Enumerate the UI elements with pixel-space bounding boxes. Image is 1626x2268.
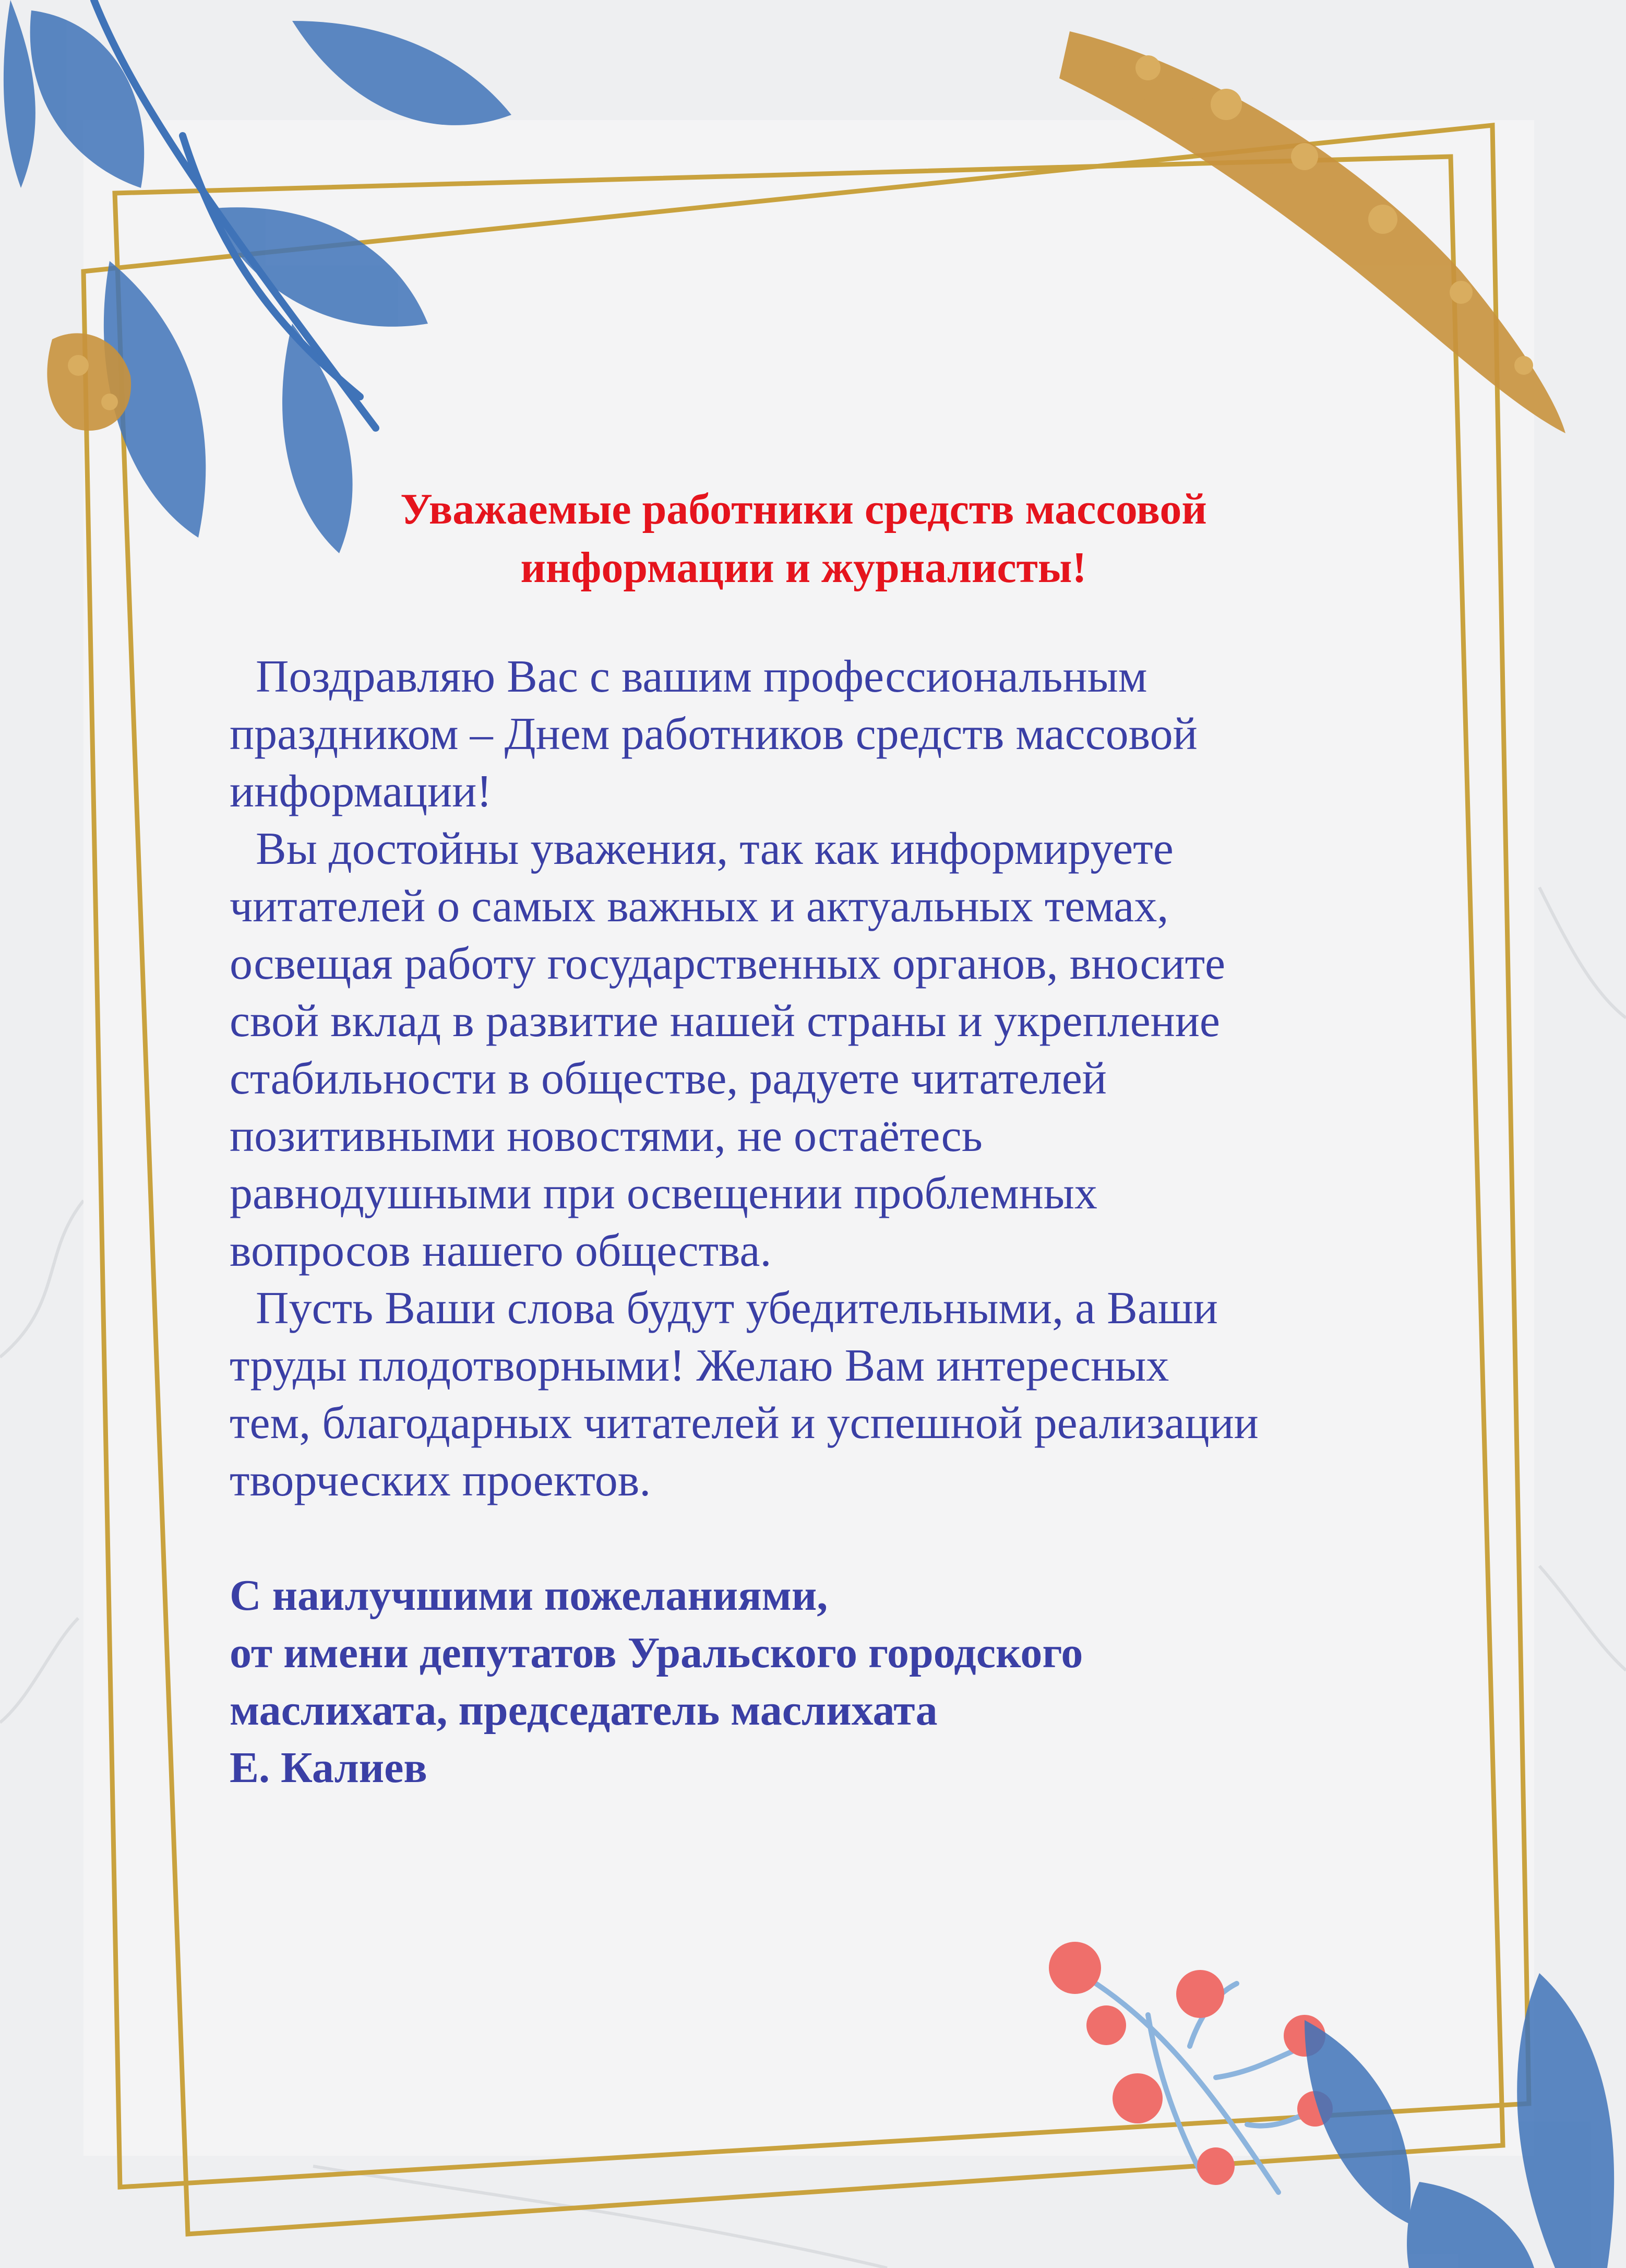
title-line: Уважаемые работники средств массовой bbox=[400, 485, 1207, 533]
paragraph-respect bbox=[230, 821, 1378, 1280]
body-line: Пусть Ваши слова будут убедительными, а Ваши bbox=[256, 1283, 1218, 1334]
body-line: вопросов нашего общества. bbox=[230, 1226, 772, 1276]
letter-body bbox=[230, 648, 1378, 1510]
signature-line: от имени депутатов Уральского городского bbox=[230, 1629, 1083, 1677]
body-line: праздником – Днем работников средств массовой bbox=[230, 709, 1198, 759]
signature-line: маслихата, председатель маслихата bbox=[230, 1686, 938, 1735]
body-line: труды плодотворными! Желаю Вам интересных bbox=[230, 1340, 1169, 1391]
signature-line: С наилучшими пожеланиями, bbox=[230, 1571, 828, 1620]
body-line: свой вклад в развитие нашей страны и укрепление bbox=[230, 996, 1220, 1047]
title-line: информации и журналисты! bbox=[520, 543, 1087, 592]
body-line: позитивными новостями, не остаётесь bbox=[230, 1111, 983, 1161]
signature-block bbox=[230, 1567, 1378, 1797]
body-line: равнодушными при освещении проблемных bbox=[230, 1168, 1097, 1219]
body-line: освещая работу государственных органов, вносите bbox=[230, 939, 1226, 989]
letter-title bbox=[230, 480, 1378, 597]
paragraph-wishes bbox=[230, 1280, 1378, 1510]
signer-name: Е. Калиев bbox=[230, 1743, 427, 1792]
body-line: читателей о самых важных и актуальных темах, bbox=[230, 881, 1169, 932]
body-line: стабильности в обществе, радуете читателей bbox=[230, 1053, 1107, 1104]
body-line: творческих проектов. bbox=[230, 1455, 651, 1506]
body-line: Поздравляю Вас с вашим профессиональным bbox=[256, 651, 1147, 702]
greeting-letter bbox=[230, 480, 1378, 1797]
body-line: информации! bbox=[230, 766, 492, 817]
paragraph-congratulation bbox=[230, 648, 1378, 821]
body-line: Вы достойны уважения, так как информируете bbox=[256, 824, 1174, 874]
body-line: тем, благодарных читателей и успешной реализации bbox=[230, 1398, 1259, 1448]
